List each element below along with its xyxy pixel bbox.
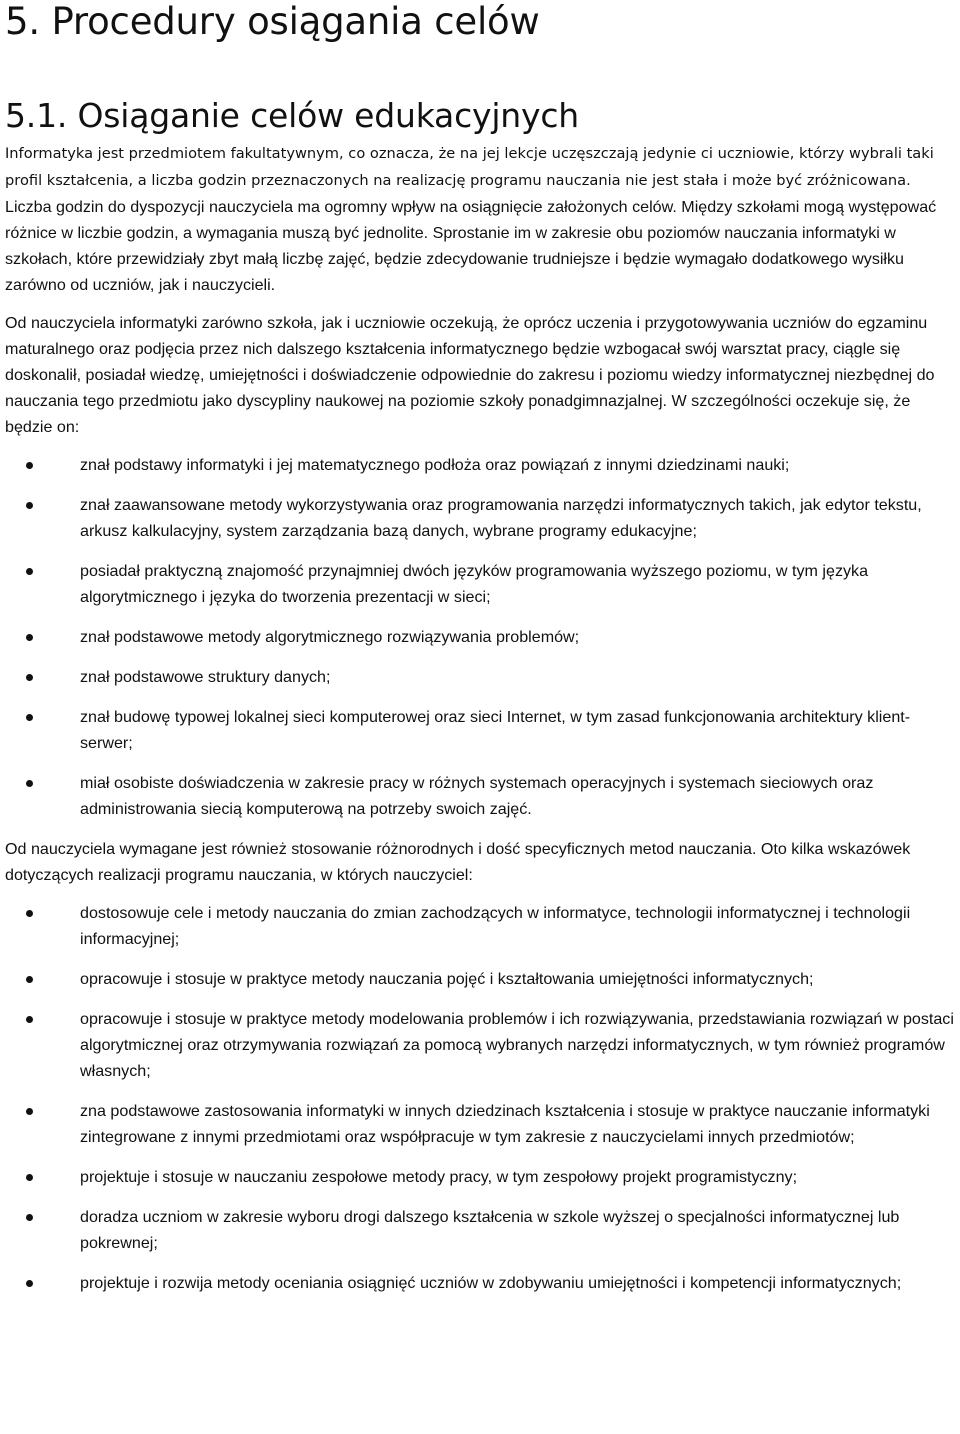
section-heading: 5. Procedury osiągania celów [5, 0, 540, 43]
subsection-heading: 5.1. Osiąganie celów edukacyjnych [5, 96, 580, 135]
bullet-icon [26, 1214, 33, 1221]
list-item-text: znał budowę typowej lokalnej sieci komputerowej oraz sieci Internet, w tym zasad funkcjonowania architektury klient-serwer; [80, 708, 911, 752]
list-item [5, 624, 957, 650]
document-page [5, 0, 957, 1310]
list-item-text: znał podstawy informatyki i jej matematycznego podłoża oraz powiązań z innymi dziedzinami nauki; [80, 456, 790, 474]
bullet-icon [26, 780, 33, 787]
list-item [5, 1204, 957, 1256]
bullet-icon [26, 462, 33, 469]
paragraph-teaching-methods: Od nauczyciela wymagane jest również stosowanie różnorodnych i dość specyficznych metod nauczania. Oto kilka wskazówek dotyczących realizacji programu nauczania, w których nauczyciel: [5, 840, 911, 884]
paragraph-intro-part-a: Informatyka jest przedmiotem fakultatywnym, co oznacza, że na jej lekcje uczęszczają jedynie ci uczniowie, którzy wybrali taki profil kształcenia, a liczba godzin przeznaczonych na realizację programu nauczania nie jest stała i może być zróżnicowana. [5, 145, 934, 189]
bullet-icon [26, 714, 33, 721]
list-item-text: projektuje i stosuje w nauczaniu zespołowe metody pracy, w tym zespołowy projekt programistyczny; [80, 1168, 798, 1186]
bullet-icon [26, 674, 33, 681]
list-item [5, 900, 957, 952]
list-item [5, 966, 957, 992]
list-item-text: dostosowuje cele i metody nauczania do zmian zachodzących w informatyce, technologii informatycznej i technologii informacyjnej; [80, 904, 911, 948]
bullet-icon [26, 910, 33, 917]
paragraph-intro [5, 140, 957, 298]
list-item-text: opracowuje i stosuje w praktyce metody modelowania problemów i ich rozwiązywania, przedstawiania rozwiązań w postaci algorytmicznej oraz otrzymywania rozwiązań za pomocą wybranych narzędzi informatycznych, w tym również programów własnych; [80, 1010, 954, 1080]
list-item [5, 1164, 957, 1190]
paragraph-intro-part-b: Liczba godzin do dyspozycji nauczyciela ma ogromny wpływ na osiągnięcie założonych celów. Między szkołami mogą występować różnice w liczbie godzin, a wymagania muszą być jednolite. Sprostanie im w zakresie obu poziomów nauczania informatyki w szkołach, które przewidziały zbyt małą liczbę zajęć, będzie zdecydowanie trudniejsze i będzie wymagało dodatkowego wysiłku zarówno od uczniów, jak i nauczycieli. [5, 198, 937, 294]
list-item [5, 770, 957, 822]
list-item-text: znał podstawowe struktury danych; [80, 668, 331, 686]
bullet-icon [26, 1016, 33, 1023]
bullet-icon [26, 502, 33, 509]
expectations-list [5, 452, 957, 822]
list-item-text: opracowuje i stosuje w praktyce metody nauczania pojęć i kształtowania umiejętności informatycznych; [80, 970, 814, 988]
list-item [5, 1270, 957, 1296]
list-item-text: znał podstawowe metody algorytmicznego rozwiązywania problemów; [80, 628, 580, 646]
list-item [5, 558, 957, 610]
list-item-text: znał zaawansowane metody wykorzystywania oraz programowania narzędzi informatycznych takich, jak edytor tekstu, arkusz kalkulacyjny, system zarządzania bazą danych, wybrane programy edukacyjne; [80, 496, 922, 540]
bullet-icon [26, 568, 33, 575]
list-item [5, 704, 957, 756]
list-item [5, 452, 957, 478]
bullet-icon [26, 1108, 33, 1115]
bullet-icon [26, 1174, 33, 1181]
bullet-icon [26, 634, 33, 641]
list-item-text: zna podstawowe zastosowania informatyki w innych dziedzinach kształcenia i stosuje w praktyce nauczanie informatyki zintegrowane z innymi przedmiotami oraz współpracuje w tym zakresie z nauczycielami innych przedmiotów; [80, 1102, 930, 1146]
list-item-text: miał osobiste doświadczenia w zakresie pracy w różnych systemach operacyjnych i systemach sieciowych oraz administrowania siecią komputerową na potrzeby swoich zajęć. [80, 774, 874, 818]
list-item [5, 1098, 957, 1150]
list-item-text: doradza uczniom w zakresie wyboru drogi dalszego kształcenia w szkole wyższej o specjalności informatycznej lub pokrewnej; [80, 1208, 900, 1252]
bullet-icon [26, 1280, 33, 1287]
bullet-icon [26, 976, 33, 983]
list-item [5, 492, 957, 544]
list-item-text: posiadał praktyczną znajomość przynajmniej dwóch języków programowania wyższego poziomu, w tym języka algorytmicznego i języka do tworzenia prezentacji w sieci; [80, 562, 869, 606]
list-item [5, 1006, 957, 1084]
guidelines-list [5, 900, 957, 1296]
list-item [5, 664, 957, 690]
list-item-text: projektuje i rozwija metody oceniania osiągnięć uczniów w zdobywaniu umiejętności i kompetencji informatycznych; [80, 1274, 902, 1292]
paragraph-teacher-expectations: Od nauczyciela informatyki zarówno szkoła, jak i uczniowie oczekują, że oprócz uczenia i przygotowywania uczniów do egzaminu maturalnego oraz podjęcia przez nich dalszego kształcenia informatycznego będzie wzbogacał swój warsztat pracy, ciągle się doskonalił, posiadał wiedzę, umiejętności i doświadczenie odpowiednie do zakresu i poziomu wiedzy informatycznej niezbędnej do nauczania tego przedmiotu jako dyscypliny naukowej na poziomie szkoły ponadgimnazjalnej. W szczególności oczekuje się, że będzie on: [5, 314, 935, 436]
